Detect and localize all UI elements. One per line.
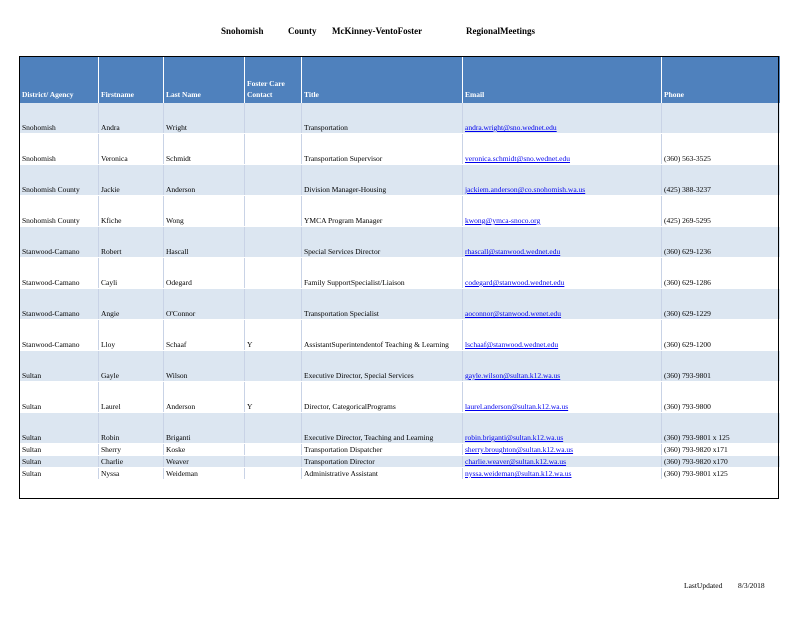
cell-lastname: Weaver — [164, 456, 245, 468]
cell-phone: (360) 629-1229 — [662, 289, 780, 320]
table-row — [20, 134, 780, 165]
cell-lastname: Wilson — [164, 351, 245, 382]
cell-lastname: Wong — [164, 196, 245, 227]
cell-foster-care — [245, 444, 302, 456]
cell-lastname: Koske — [164, 444, 245, 456]
cell-foster-care — [245, 134, 302, 165]
cell-foster-care — [245, 289, 302, 320]
cell-email — [463, 196, 662, 227]
email-link[interactable]: laurel.anderson@sultan.k12.wa.us — [465, 402, 569, 411]
contacts-table — [19, 56, 780, 480]
cell-phone — [662, 103, 780, 134]
table-row — [20, 351, 780, 382]
cell-lastname: O'Connor — [164, 289, 245, 320]
cell-email — [463, 351, 662, 382]
cell-title: Transportation — [302, 103, 463, 134]
cell-phone: (360) 793-9800 — [662, 382, 780, 413]
table-row — [20, 258, 780, 289]
cell-district: Snohomish — [20, 103, 99, 134]
cell-lastname: Wright — [164, 103, 245, 134]
cell-district: Stanwood-Camano — [20, 289, 99, 320]
cell-district: Sultan — [20, 468, 99, 480]
cell-lastname: Anderson — [164, 382, 245, 413]
cell-title: Family SupportSpecialist/Liaison — [302, 258, 463, 289]
table-header-row — [20, 56, 780, 103]
table-row — [20, 165, 780, 196]
footer-updated-date: 8/3/2018 — [738, 581, 765, 590]
footer-updated-label: LastUpdated — [684, 581, 723, 590]
cell-district: Snohomish — [20, 134, 99, 165]
table-row — [20, 289, 780, 320]
cell-lastname: Odegard — [164, 258, 245, 289]
email-link[interactable]: veronica.schmidt@sno.wednet.edu — [465, 154, 571, 163]
cell-phone: (360) 793-9820 x171 — [662, 444, 780, 456]
cell-phone: (360) 793-9801 x 125 — [662, 413, 780, 444]
cell-district: Snohomish County — [20, 165, 99, 196]
cell-phone: (360) 629-1200 — [662, 320, 780, 351]
cell-title: Transportation Specialist — [302, 289, 463, 320]
cell-email — [463, 382, 662, 413]
cell-foster-care — [245, 351, 302, 382]
cell-district: Stanwood-Camano — [20, 258, 99, 289]
document-title — [0, 26, 800, 38]
cell-email — [463, 165, 662, 196]
cell-phone: (360) 563-3525 — [662, 134, 780, 165]
email-link[interactable]: charlie.weaver@sultan.k12.wa.us — [465, 457, 567, 466]
table-row — [20, 227, 780, 258]
cell-district: Sultan — [20, 413, 99, 444]
email-link[interactable]: sherry.broughton@sultan.k12.wa.us — [465, 445, 574, 454]
cell-district: Sultan — [20, 382, 99, 413]
cell-email — [463, 320, 662, 351]
table-row — [20, 456, 780, 468]
cell-phone: (360) 793-9801 x125 — [662, 468, 780, 480]
cell-firstname: Laurel — [99, 382, 164, 413]
email-link[interactable]: gayle.wilson@sultan.k12.wa.us — [465, 371, 561, 380]
cell-district: Snohomish County — [20, 196, 99, 227]
email-link[interactable]: andra.wright@sno.wednet.edu — [465, 123, 557, 132]
email-link[interactable]: lschaaf@stanwood.wednet.edu — [465, 340, 559, 349]
cell-foster-care — [245, 165, 302, 196]
cell-phone: (425) 388-3237 — [662, 165, 780, 196]
cell-foster-care: Y — [245, 320, 302, 351]
cell-title: Transportation Dispatcher — [302, 444, 463, 456]
cell-firstname: Andra — [99, 103, 164, 134]
header-foster-care-contact: Foster Care Contact — [245, 56, 302, 103]
email-link[interactable]: kwong@ymca-snoco.org — [465, 216, 541, 225]
cell-title: Transportation Director — [302, 456, 463, 468]
table-row — [20, 468, 780, 480]
cell-title: Transportation Supervisor — [302, 134, 463, 165]
cell-title: Administrative Assistant — [302, 468, 463, 480]
cell-district: Sultan — [20, 456, 99, 468]
cell-firstname: Cayli — [99, 258, 164, 289]
cell-lastname: Weideman — [164, 468, 245, 480]
table-row — [20, 196, 780, 227]
cell-firstname: Jackie — [99, 165, 164, 196]
cell-email — [463, 456, 662, 468]
cell-firstname: Gayle — [99, 351, 164, 382]
cell-email — [463, 134, 662, 165]
cell-title: AssistantSuperintendentof Teaching & Learning — [302, 320, 463, 351]
cell-email — [463, 227, 662, 258]
cell-phone: (425) 269-5295 — [662, 196, 780, 227]
cell-phone: (360) 629-1236 — [662, 227, 780, 258]
cell-district: Sultan — [20, 351, 99, 382]
cell-firstname: Nyssa — [99, 468, 164, 480]
header-phone: Phone — [662, 56, 780, 103]
title-meetings: RegionalMeetings — [466, 26, 535, 36]
cell-firstname: Kfiche — [99, 196, 164, 227]
cell-email — [463, 103, 662, 134]
cell-district: Sultan — [20, 444, 99, 456]
cell-title: Executive Director, Special Services — [302, 351, 463, 382]
cell-title: YMCA Program Manager — [302, 196, 463, 227]
email-link[interactable]: codegard@stanwood.wednet.edu — [465, 278, 565, 287]
cell-lastname: Schmidt — [164, 134, 245, 165]
cell-foster-care — [245, 103, 302, 134]
cell-email — [463, 258, 662, 289]
email-link[interactable]: jackiem.anderson@co.snohomish.wa.us — [465, 185, 586, 194]
header-firstname: Firstname — [99, 56, 164, 103]
cell-email — [463, 289, 662, 320]
cell-firstname: Sherry — [99, 444, 164, 456]
table-row — [20, 413, 780, 444]
cell-title: Special Services Director — [302, 227, 463, 258]
header-email: Email — [463, 56, 662, 103]
title-county-name: Snohomish — [221, 26, 264, 36]
cell-email — [463, 444, 662, 456]
header-lastname: Last Name — [164, 56, 245, 103]
title-county-word: County — [288, 26, 317, 36]
cell-title: Director, CategoricalPrograms — [302, 382, 463, 413]
cell-title: Executive Director, Teaching and Learning — [302, 413, 463, 444]
header-title: Title — [302, 56, 463, 103]
email-link[interactable]: robin.briganti@sultan.k12.wa.us — [465, 433, 564, 442]
table-row — [20, 320, 780, 351]
cell-foster-care — [245, 468, 302, 480]
email-link[interactable]: rhascall@stanwood.wednet.edu — [465, 247, 561, 256]
cell-foster-care — [245, 413, 302, 444]
cell-district: Stanwood-Camano — [20, 320, 99, 351]
cell-lastname: Anderson — [164, 165, 245, 196]
cell-lastname: Schaaf — [164, 320, 245, 351]
cell-phone: (360) 629-1286 — [662, 258, 780, 289]
email-link[interactable]: aoconnor@stanwood.wenet.edu — [465, 309, 562, 318]
cell-title: Division Manager-Housing — [302, 165, 463, 196]
cell-lastname: Briganti — [164, 413, 245, 444]
cell-firstname: Angie — [99, 289, 164, 320]
cell-firstname: Veronica — [99, 134, 164, 165]
cell-foster-care — [245, 456, 302, 468]
cell-phone: (360) 793-9820 x170 — [662, 456, 780, 468]
table-row — [20, 382, 780, 413]
email-link[interactable]: nyssa.weideman@sultan.k12.wa.us — [465, 469, 572, 478]
cell-lastname: Hascall — [164, 227, 245, 258]
cell-foster-care — [245, 258, 302, 289]
cell-email — [463, 468, 662, 480]
table-row — [20, 444, 780, 456]
cell-firstname: Charlie — [99, 456, 164, 468]
cell-district: Stanwood-Camano — [20, 227, 99, 258]
cell-firstname: Robert — [99, 227, 164, 258]
table-row — [20, 103, 780, 134]
cell-firstname: Lloy — [99, 320, 164, 351]
title-program: McKinney-VentoFoster — [332, 26, 423, 36]
cell-foster-care — [245, 227, 302, 258]
cell-firstname: Robin — [99, 413, 164, 444]
cell-phone: (360) 793-9801 — [662, 351, 780, 382]
header-district: District/ Agency — [20, 56, 99, 103]
cell-foster-care: Y — [245, 382, 302, 413]
cell-foster-care — [245, 196, 302, 227]
cell-email — [463, 413, 662, 444]
